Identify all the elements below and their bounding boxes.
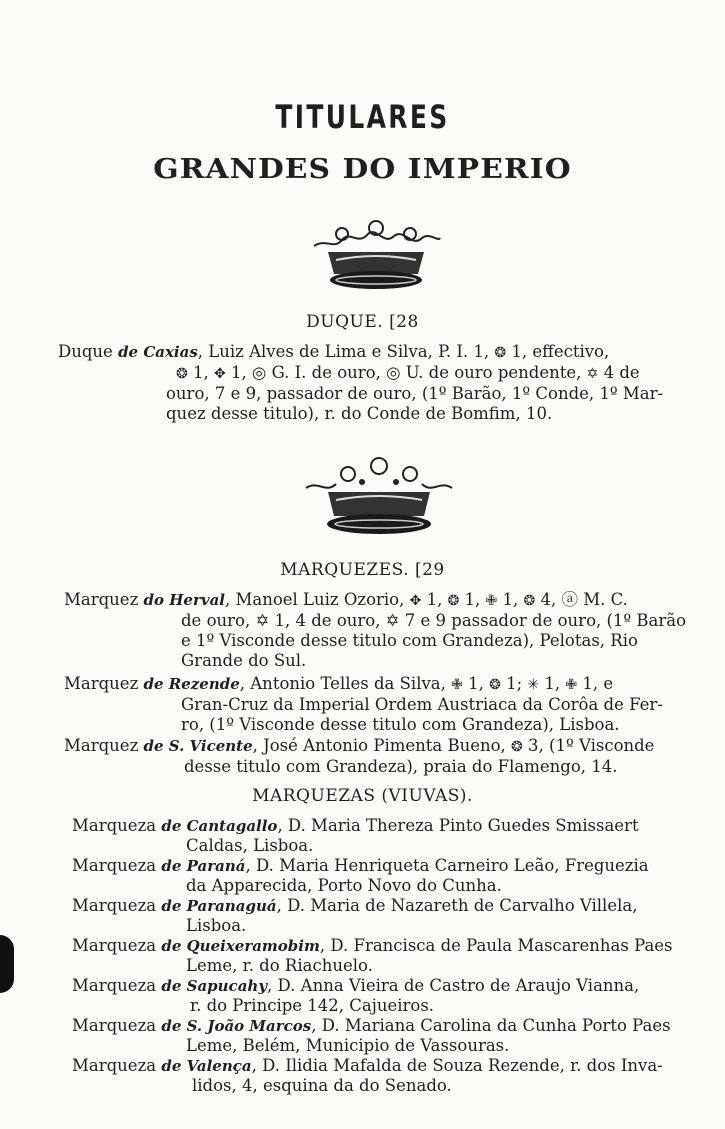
page-subtitle: GRANDES DO IMPERIO <box>153 154 572 185</box>
ink-blot <box>0 935 14 993</box>
entry-duque-caxias: Duque de Caxias, Luiz Alves de Lima e Silva, P. I. 1, ❂ 1, effectivo, ❂ 1, ✥ 1, ◎ G. I. de ouro, ◎ U. de ouro pendente, ✡ 4 de ouro, 7 e 9, passador de ouro, (1º Barão, 1º Conde, 1º Mar- quez desse titulo), r. do Conde de Bomfim, 10. <box>58 342 664 423</box>
entry-marqueza-sjoao-marcos: Marqueza de S. João Marcos, D. Mariana Carolina da Cunha Porto Paes Leme, Belém, Municipio de Vassouras. <box>72 1016 671 1055</box>
entry-marquez-herval: Marquez do Herval, Manoel Luiz Ozorio, ✥ 1, ❂ 1, ✙ 1, ❂ 4, ⓐ M. C. de ouro, ✡ 1, 4 de ouro, ✡ 7 e 9 passador de ouro, (1º Barão e 1º Visconde desse titulo com Grandeza), Pelotas, Rio Grande do Sul. <box>64 590 687 670</box>
ducal-crown-icon <box>306 216 446 294</box>
section-marquezas: MARQUEZAS (VIUVAS). <box>252 786 473 806</box>
marquis-crown-icon <box>300 454 458 540</box>
section-duque: DUQUE. [28 <box>306 312 419 332</box>
entry-marqueza-valenca: Marqueza de Valença, D. Ilidia Mafalda de Souza Rezende, r. dos Inva- lidos, 4, esquina da do Senado. <box>72 1056 663 1095</box>
entry-marquez-svicente: Marquez de S. Vicente, José Antonio Pimenta Bueno, ❂ 3, (1º Visconde desse titulo com Grandeza), praia do Flamengo, 14. <box>64 736 655 776</box>
entry-marqueza-cantagallo: Marqueza de Cantagallo, D. Maria Thereza Pinto Guedes Smissaert Caldas, Lisboa. <box>72 816 639 855</box>
entry-marquez-rezende: Marquez de Rezende, Antonio Telles da Silva, ✙ 1, ❂ 1; ✳ 1, ✙ 1, e Gran-Cruz da Imperial Ordem Austriaca da Corôa de Fer- ro, (1º Visconde desse titulo com Grandeza), Lisboa. <box>64 674 663 734</box>
page-title: TITULARES <box>275 98 450 136</box>
entry-marqueza-sapucahy: Marqueza de Sapucahy, D. Anna Vieira de Castro de Araujo Vianna, r. do Principe 142, Cajueiros. <box>72 976 640 1015</box>
entry-marqueza-parana: Marqueza de Paraná, D. Maria Henriqueta Carneiro Leão, Freguezia da Apparecida, Porto Novo do Cunha. <box>72 856 649 895</box>
section-marquezes: MARQUEZES. [29 <box>280 560 445 580</box>
entry-marqueza-queixeramobim: Marqueza de Queixeramobim, D. Francisca de Paula Mascarenhas Paes Leme, r. do Riachuelo. <box>72 936 673 975</box>
entry-marqueza-paranagua: Marqueza de Paranaguá, D. Maria de Nazareth de Carvalho Villela, Lisboa. <box>72 896 638 935</box>
